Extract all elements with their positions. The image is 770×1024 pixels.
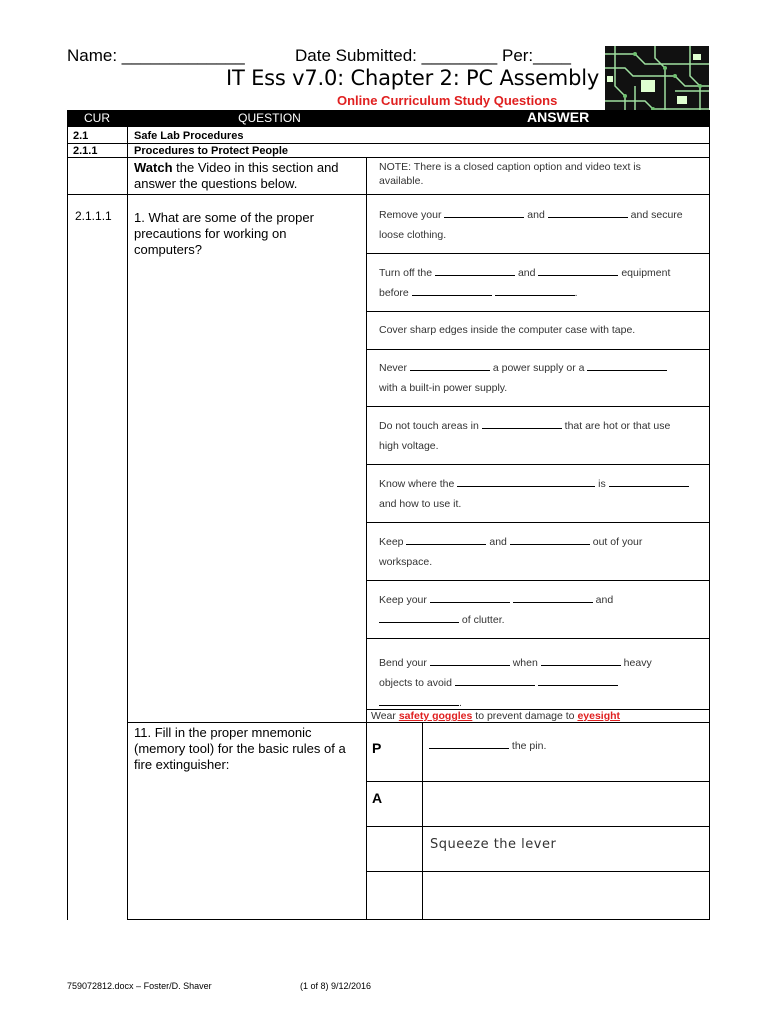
answer-power-supply: Never a power supply or a with a built-in power supply. — [379, 358, 704, 398]
footer-filename: 759072812.docx – Foster/D. Shaver — [67, 981, 212, 991]
section-number: 2.1 — [73, 130, 89, 142]
fill-blank[interactable] — [429, 736, 509, 749]
answer-keep-workspace: Keep and out of your workspace. — [379, 532, 704, 572]
page-subtitle: Online Curriculum Study Questions — [337, 93, 558, 108]
page-title: IT Ess v7.0: Chapter 2: PC Assembly — [226, 66, 600, 90]
row-rule — [366, 826, 710, 827]
row-rule — [127, 919, 710, 920]
table-divider-cur — [127, 127, 128, 920]
watch-text: the Video in this section and answer the questions below. — [134, 160, 339, 191]
fill-blank[interactable] — [495, 283, 575, 296]
section-number: 2.1.1 — [73, 145, 98, 157]
row-rule — [366, 349, 710, 350]
fill-blank[interactable] — [444, 205, 524, 218]
answer-keep-clutter: Keep your and of clutter. — [379, 590, 704, 630]
question-cur-number: 2.1.1.1 — [75, 209, 112, 223]
table-border-right — [709, 127, 710, 920]
row-rule — [67, 194, 710, 195]
name-field-label: Name: _____________ — [67, 46, 245, 65]
answer-remove-clothing: Remove your and and secure loose clothing. — [379, 205, 704, 245]
column-header-question: QUESTION — [238, 111, 301, 125]
watch-bold: Watch — [134, 160, 173, 175]
fill-blank[interactable] — [410, 358, 490, 371]
answer-high-voltage: Do not touch areas in that are hot or that use high voltage. — [379, 416, 704, 456]
row-rule — [67, 157, 710, 158]
fill-blank[interactable] — [538, 263, 618, 276]
row-rule — [366, 871, 710, 872]
answer-bend-knees: Bend your when heavy objects to avoid . — [379, 653, 704, 713]
question-1: 1. What are some of the proper precautions for working on computers? — [134, 210, 314, 257]
column-header-cur: CUR — [84, 111, 110, 125]
answer-safety-goggles: Wear safety goggles to prevent damage to eyesight — [371, 710, 621, 722]
row-rule — [366, 464, 710, 465]
fill-blank[interactable] — [482, 416, 562, 429]
fill-blank[interactable] — [541, 653, 621, 666]
mnemonic-letter-a: A — [372, 790, 383, 806]
answer-turn-off: Turn off the and equipment before . — [379, 263, 704, 303]
row-rule — [366, 311, 710, 312]
fill-blank[interactable] — [609, 474, 689, 487]
mnemonic-letter-divider — [422, 722, 423, 920]
video-note: NOTE: There is a closed caption option and video text is available. — [379, 161, 641, 187]
section-title: Procedures to Protect People — [134, 145, 289, 157]
row-rule — [366, 638, 710, 639]
safety-goggles-answer: safety goggles — [398, 710, 473, 722]
fill-blank[interactable] — [538, 673, 618, 686]
section-title: Safe Lab Procedures — [134, 130, 244, 142]
fill-blank[interactable] — [379, 699, 459, 706]
row-rule — [366, 253, 710, 254]
circuit-board-image — [605, 46, 709, 117]
row-rule — [366, 522, 710, 523]
row-rule — [366, 406, 710, 407]
row-rule — [366, 781, 710, 782]
fill-blank[interactable] — [587, 358, 667, 371]
answer-know-where: Know where the is and how to use it. — [379, 474, 704, 514]
row-rule — [366, 580, 710, 581]
fill-blank[interactable] — [455, 673, 535, 686]
fill-blank[interactable] — [430, 653, 510, 666]
eyesight-answer: eyesight — [577, 710, 621, 722]
fill-blank[interactable] — [510, 532, 590, 545]
date-submitted-label: Date Submitted: ________ Per:____ — [295, 46, 571, 65]
column-header-answer: ANSWER — [527, 109, 590, 125]
fill-blank[interactable] — [435, 263, 515, 276]
answer-sharp-edges: Cover sharp edges inside the computer case with tape. — [379, 324, 636, 336]
fill-blank[interactable] — [379, 610, 459, 623]
footer-page-date: (1 of 8) 9/12/2016 — [300, 981, 372, 991]
fill-blank[interactable] — [406, 532, 486, 545]
row-rule — [67, 143, 710, 144]
table-divider-question — [366, 157, 367, 920]
mnemonic-answer-s: Squeeze the lever — [430, 837, 557, 852]
mnemonic-letter-p: P — [372, 740, 382, 756]
fill-blank[interactable] — [412, 283, 492, 296]
fill-blank[interactable] — [513, 590, 593, 603]
fill-blank[interactable] — [548, 205, 628, 218]
watch-instructions — [134, 160, 362, 192]
question-11: 11. Fill in the proper mnemonic (memory tool) for the basic rules of a fire extinguisher: — [134, 725, 346, 772]
mnemonic-answer-p: the pin. — [429, 736, 546, 756]
table-border-left — [67, 127, 68, 920]
fill-blank[interactable] — [457, 474, 595, 487]
fill-blank[interactable] — [430, 590, 510, 603]
row-rule — [127, 722, 710, 723]
